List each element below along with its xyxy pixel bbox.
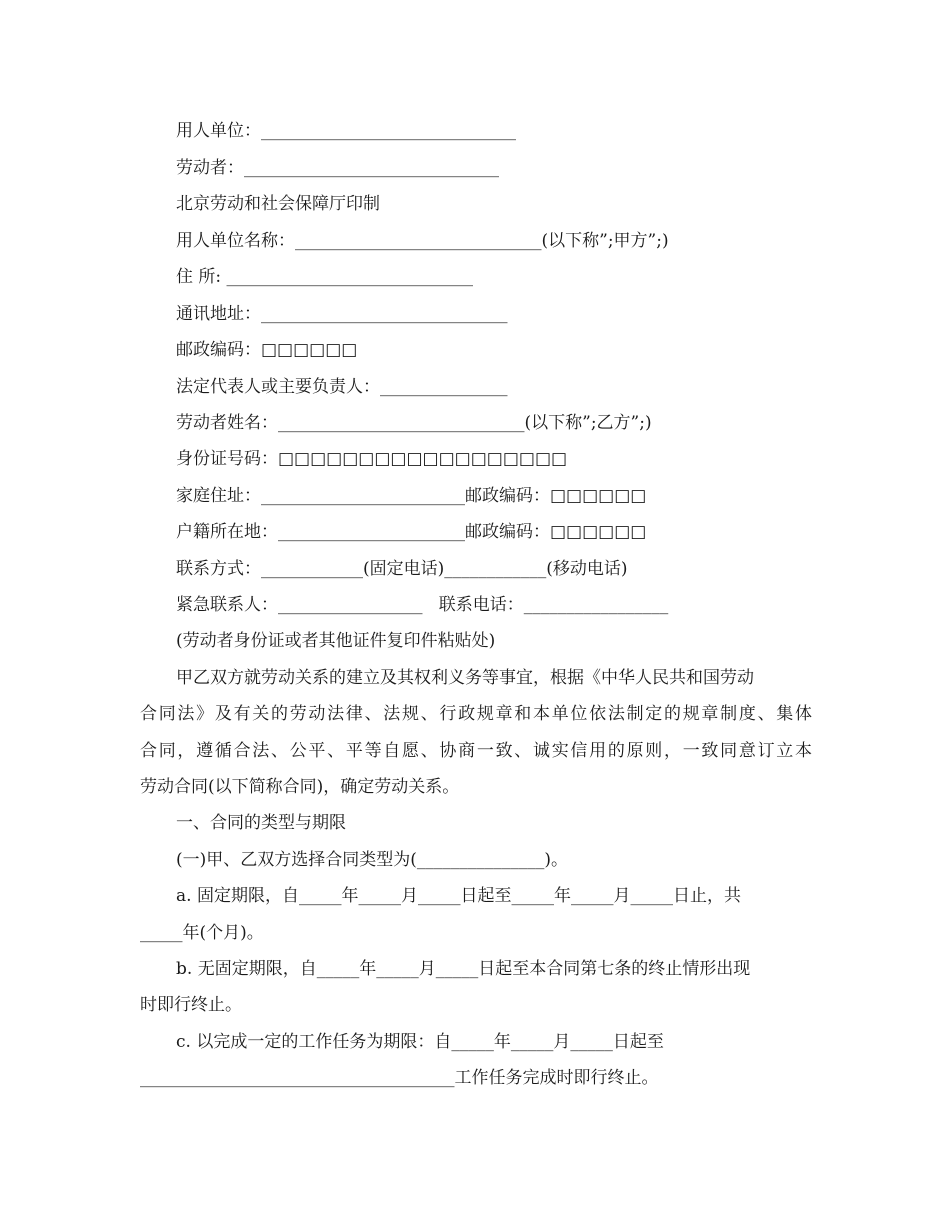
employer-signature-line: 用人单位：______________________________ [176,121,516,141]
contract-type-item: (一)甲、乙双方选择合同类型为(_______________)。 [176,850,569,870]
id-paste-note: (劳动者身份证或者其他证件复印件粘贴处) [176,631,496,651]
id-number-field: 身份证号码：□□□□□□□□□□□□□□□□□□ [176,449,568,469]
worker-signature-line: 劳动者：______________________________ [176,158,499,178]
preamble-line-3: 合同，遵循合法、公平、平等自愿、协商一致、诚实信用的原则，一致同意订立本 [140,741,812,761]
option-b-line-1: b. 无固定期限，自_____年_____月_____日起至本合同第七条的终止情形出现 [176,959,751,979]
legal-rep-field: 法定代表人或主要负责人：_______________ [176,377,508,397]
option-a-line-1: a. 固定期限，自_____年_____月_____日起至_____年_____月_____日止，共 [176,886,741,906]
option-a-line-2: _____年(个月)。 [140,923,264,943]
postal-code-field: 邮政编码：□□□□□□ [176,340,358,360]
option-c-line-1: c. 以完成一定的工作任务为期限：自_____年_____月_____日起至 [176,1032,664,1052]
residence-field: 住 所: _____________________________ [176,267,474,287]
worker-name-field: 劳动者姓名：_____________________________(以下称”;乙方”;) [176,413,652,433]
employer-name-field: 用人单位名称：_____________________________(以下称”;甲方”;) [176,231,669,251]
option-c-line-2: _____________________________________工作任务完成时即行终止。 [140,1068,659,1088]
contact-field: 联系方式：____________(固定电话)____________(移动电话) [176,559,628,579]
issuer-text: 北京劳动和社会保障厅印制 [176,194,380,214]
home-address-field: 家庭住址：________________________邮政编码：□□□□□□ [176,486,647,506]
preamble-line-1: 甲乙双方就劳动关系的建立及其权利义务等事宜，根据《中华人民共和国劳动 [176,668,754,688]
preamble-line-2: 合同法》及有关的劳动法律、法规、行政规章和本单位依法制定的规章制度、集体 [140,704,812,724]
mail-address-field: 通讯地址：_____________________________ [176,304,508,324]
preamble-line-4: 劳动合同(以下简称合同)，确定劳动关系。 [140,777,460,797]
emergency-contact-field: 紧急联系人：_________________ 联系电话：_________________ [176,595,669,615]
section-title: 一、合同的类型与期限 [176,813,346,833]
option-b-line-2: 时即行终止。 [140,995,242,1015]
household-reg-field: 户籍所在地：______________________邮政编码：□□□□□□ [176,522,647,542]
